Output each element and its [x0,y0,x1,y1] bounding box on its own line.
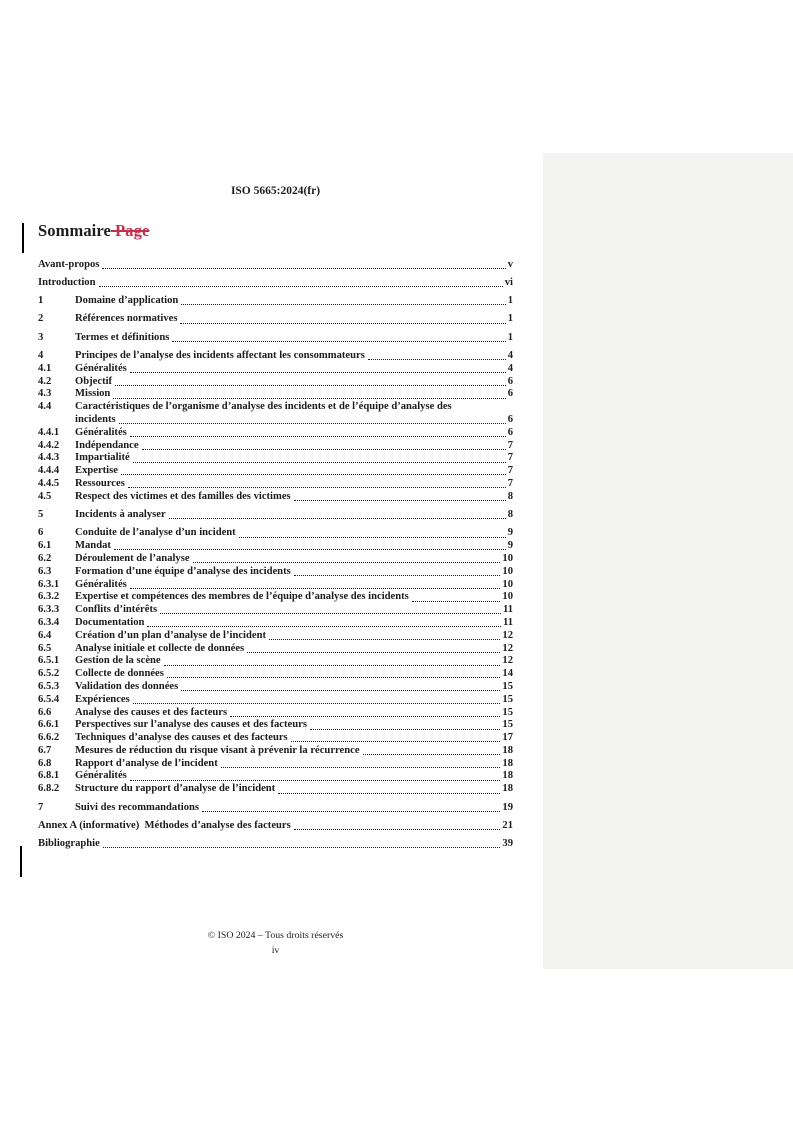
toc-entry-title: Collecte de données [75,668,164,680]
toc-entry-number: 6.5.1 [38,655,60,667]
toc-entry-number: 6.3.3 [38,604,60,616]
toc-entry-title: Annex A (informative) Méthodes d’analyse des facteurs [38,819,291,831]
toc-leader-dots [128,487,506,488]
toc-entry-number: 6.8.2 [38,783,60,795]
footer-page-number: iv [271,944,280,956]
toc-leader-dots [193,562,501,563]
toc-leader-dots [363,754,501,755]
toc-entry [38,579,513,592]
toc-entry-page: 7 [507,439,513,451]
toc-entry-page: 19 [502,801,513,813]
toc-entry-title: Structure du rapport d’analyse de l’incident [75,783,276,795]
toc-entry-page: 15 [502,719,513,731]
toc-entry-number: 6.3.2 [38,591,60,603]
toc-entry-page: 21 [502,819,513,831]
toc-entry-number: 6.3.4 [38,616,60,628]
toc-entry-number: 6.1 [38,540,52,552]
toc-leader-dots [113,398,505,399]
toc-entry-title: Généralités [75,770,127,782]
toc-entry-title: Objectif [75,375,113,387]
toc-leader-dots [269,639,500,640]
toc-title-text: Sommaire [38,221,111,240]
toc-entry [38,655,513,668]
toc-leader-dots [167,677,501,678]
toc-entry-page: 8 [507,490,513,502]
toc-entry-title: Conduite de l’analyse d’un incident [75,527,236,539]
toc-entry-title: Respect des victimes et des familles des victimes [75,490,291,502]
toc-leader-dots [114,549,506,550]
toc-leader-dots [164,665,501,666]
toc-entry-title: Gestion de la scène [75,655,161,667]
toc-entry-title: Domaine d’application [75,295,179,307]
toc-entry-page: 7 [507,452,513,464]
toc-entry-page: 12 [502,642,513,654]
toc-entry-number: 6.8.1 [38,770,60,782]
toc-entry-title: Ressources [75,477,125,489]
toc-title [38,221,149,241]
toc-entry-page: 10 [502,565,513,577]
toc-entry-number: 1 [38,295,44,307]
toc-entry [38,553,513,566]
toc-entry-number: 6.3 [38,565,52,577]
toc-list [38,253,513,851]
toc-entry-number: 6.5.4 [38,693,60,705]
toc-leader-dots [133,703,501,704]
toc-entry [38,758,513,771]
toc-entry-title: Impartialité [75,452,130,464]
toc-leader-dots [221,767,501,768]
toc-entry-number: 6 [38,527,44,539]
toc-entry-number: 6.2 [38,552,52,564]
toc-leader-dots [142,449,506,450]
toc-entry-page: 12 [502,655,513,667]
toc-entry-title: Mesures de réduction du risque visant à prévenir la récurrence [75,744,360,756]
toc-leader-dots [102,268,505,269]
toc-entry-title: Mission [75,388,111,400]
footer-copyright: © ISO 2024 – Tous droits réservés [207,930,344,941]
toc-entry-page: 8 [507,509,513,521]
toc-leader-dots [412,601,501,602]
toc-leader-dots [294,829,501,830]
margin-panel [543,153,793,969]
toc-entry-title: Analyse initiale et collecte de données [75,642,245,654]
toc-entry-page: 18 [502,783,513,795]
toc-entry-title: Principes de l’analyse des incidents affectant les consommateurs [75,349,365,361]
toc-entry-number: 4.1 [38,362,52,374]
toc-entry-page: 14 [502,668,513,680]
toc-leader-dots [169,518,506,519]
toc-entry-number: 6.5 [38,642,52,654]
toc-entry-page: 1 [507,313,513,325]
toc-entry-page: 4 [507,362,513,374]
toc-entry-page: vi [504,276,513,288]
toc-entry [38,681,513,694]
toc-entry-title: Perspectives sur l’analyse des causes et des facteurs [75,719,307,731]
toc-entry-title: Introduction [38,276,96,288]
toc-entry-page: 10 [502,578,513,590]
toc-entry-number: 6.5.3 [38,680,60,692]
toc-entry [38,617,513,630]
toc-entry [38,838,513,851]
toc-entry-title: Généralités [75,578,127,590]
toc-entry-page: 17 [502,732,513,744]
toc-entry [38,401,513,414]
toc-leader-dots [368,359,506,360]
toc-entry-title: Validation des données [75,680,179,692]
toc-entry-page: 1 [507,295,513,307]
toc-entry-page: 6 [507,375,513,387]
toc-entry-number: 6.6 [38,706,52,718]
toc-entry-title: Rapport d’analyse de l’incident [75,757,218,769]
toc-leader-dots [239,537,506,538]
toc-leader-dots [130,372,506,373]
toc-entry [38,465,513,478]
toc-leader-dots [278,793,500,794]
toc-entry-page: 4 [507,349,513,361]
toc-entry-number: 5 [38,509,44,521]
toc-entry-page: 18 [502,757,513,769]
change-bar-bibliographie [20,846,22,877]
toc-entry [38,770,513,783]
change-bar-sommaire [22,223,24,253]
toc-entry [38,643,513,656]
toc-entry-page: 11 [502,604,513,616]
toc-entry [38,820,513,833]
toc-entry-page: 39 [502,838,513,850]
toc-entry [38,745,513,758]
toc-entry [38,491,513,504]
toc-entry-title: Techniques d’analyse des causes et des facteurs [75,732,288,744]
toc-leader-dots [130,588,501,589]
toc-leader-dots [147,626,501,627]
toc-entry-number: 6.6.2 [38,732,60,744]
toc-leader-dots [291,741,501,742]
toc-entry-title: Mandat [75,540,111,552]
toc-entry [38,540,513,553]
toc-entry [38,388,513,401]
toc-entry-title: Conflits d’intérêts [75,604,158,616]
toc-entry-page: 11 [502,616,513,628]
toc-leader-dots [119,423,506,424]
toc-leader-dots [133,462,506,463]
toc-entry-page: 18 [502,744,513,756]
toc-entry-page: 6 [507,413,513,425]
toc-entry-page: 15 [502,693,513,705]
toc-entry [38,783,513,796]
toc-entry [38,452,513,465]
toc-entry-page: 10 [502,552,513,564]
toc-entry-title: Formation d’une équipe d’analyse des incidents [75,565,291,577]
toc-entry [38,694,513,707]
toc-entry-title: Analyse des causes et des facteurs [75,706,228,718]
toc-entry-title: Expertise [75,465,118,477]
toc-entry [38,478,513,491]
toc-entry-title: Expertise et compétences des membres de l’équipe d’analyse des incidents [75,591,409,603]
document-header: ISO 5665:2024(fr) [230,185,321,197]
toc-entry [38,732,513,745]
toc-entry-title: Indépendance [75,439,139,451]
toc-entry-title: Termes et définitions [75,331,170,343]
toc-leader-dots [294,500,506,501]
toc-entry-page: 9 [507,540,513,552]
toc-entry-number: 2 [38,313,44,325]
toc-entry-page: 7 [507,465,513,477]
toc-entry-number: 4.3 [38,388,52,400]
toc-leader-dots [103,847,501,848]
toc-entry-number: 6.4 [38,629,52,641]
toc-entry [38,604,513,617]
toc-leader-dots [130,436,506,437]
toc-entry-page: 15 [502,680,513,692]
toc-leader-dots [230,716,500,717]
toc-leader-dots [247,652,500,653]
toc-entry-number: 6.8 [38,757,52,769]
toc-leader-dots [99,286,503,287]
toc-entry-number: 6.6.1 [38,719,60,731]
toc-entry-number: 4.4.2 [38,439,60,451]
toc-entry [38,363,513,376]
toc-entry [38,427,513,440]
page-footer [38,929,513,958]
toc-entry [38,707,513,720]
toc-leader-dots [160,613,501,614]
toc-entry-title: Caractéristiques de l’organisme d’analyse des incidents et de l’équipe d’analyse des [75,401,452,413]
toc-entry-number: 4 [38,349,44,361]
toc-title-deleted-text: Page [110,221,150,240]
toc-leader-dots [294,575,501,576]
toc-entry-page: v [507,258,513,270]
toc-leader-dots [115,385,506,386]
toc-entry-page: 15 [502,706,513,718]
toc-entry-number: 4.5 [38,490,52,502]
toc-entry [38,591,513,604]
toc-entry [38,509,513,522]
toc-entry-title: Documentation [75,616,145,628]
toc-entry-page: 18 [502,770,513,782]
toc-entry-number: 4.4.3 [38,452,60,464]
toc-leader-dots [180,323,505,324]
toc-entry-page: 7 [507,477,513,489]
toc-entry-number: 6.7 [38,744,52,756]
toc-entry-number: 6.5.2 [38,668,60,680]
toc-leader-dots [310,729,500,730]
toc-entry [38,259,513,272]
toc-entry-number: 4.4.1 [38,426,60,438]
toc-entry-number: 4.2 [38,375,52,387]
toc-leader-dots [181,690,500,691]
toc-entry-title: Généralités [75,362,127,374]
toc-entry [38,527,513,540]
toc-entry [38,350,513,363]
toc-entry-title: Expériences [75,693,130,705]
toc-entry [38,630,513,643]
toc-entry-title: Références normatives [75,313,178,325]
toc-leader-dots [172,341,505,342]
toc-entry [38,376,513,389]
toc-entry [38,566,513,579]
toc-entry-number: 4.4 [38,401,52,413]
toc-leader-dots [202,811,500,812]
toc-entry [38,440,513,453]
toc-entry [38,719,513,732]
toc-entry-title: Création d’un plan d’analyse de l’incident [75,629,267,641]
toc-entry-title: Déroulement de l’analyse [75,552,190,564]
toc-entry [38,332,513,345]
toc-entry-title: Suivi des recommandations [75,801,200,813]
toc-entry-title: Bibliographie [38,838,100,850]
toc-entry [38,295,513,308]
toc-entry-title: Généralités [75,426,127,438]
toc-entry-number: 6.3.1 [38,578,60,590]
toc-leader-dots [181,304,505,305]
toc-entry [38,802,513,815]
toc-entry-page: 12 [502,629,513,641]
toc-leader-dots [121,474,506,475]
toc-entry-page: 9 [507,527,513,539]
toc-entry-number: 3 [38,331,44,343]
toc-entry [38,313,513,326]
toc-entry-page: 10 [502,591,513,603]
toc-entry [38,277,513,290]
toc-entry-continuation [38,414,513,427]
toc-entry-page: 6 [507,426,513,438]
toc-entry-number: 4.4.5 [38,477,60,489]
toc-leader-dots [130,780,501,781]
toc-entry-number: 4.4.4 [38,465,60,477]
toc-entry-title: incidents [75,413,116,425]
toc-entry-page: 1 [507,331,513,343]
toc-entry-title: Incidents à analyser [75,509,166,521]
toc-entry [38,668,513,681]
toc-entry-title: Avant-propos [38,258,100,270]
toc-entry-page: 6 [507,388,513,400]
toc-entry-number: 7 [38,801,44,813]
